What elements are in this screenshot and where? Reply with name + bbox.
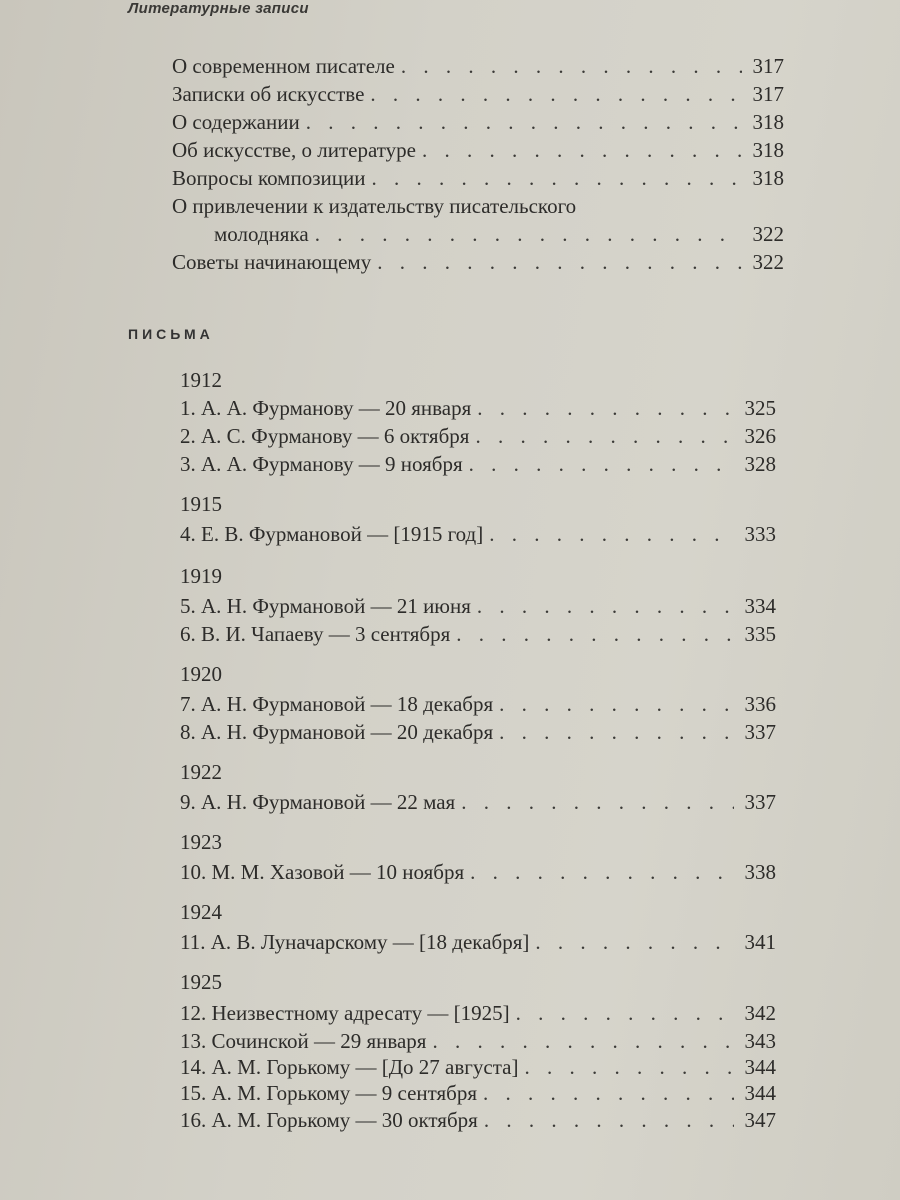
toc-entry-page: 318	[752, 138, 784, 162]
letter-entry	[180, 1110, 776, 1131]
letter-page: 342	[744, 1001, 776, 1025]
year-heading: 1924	[180, 900, 222, 924]
letter-page: 326	[744, 424, 776, 448]
dot-leader	[516, 1003, 734, 1024]
letter-page: 334	[744, 594, 776, 618]
toc-entry-title: Об искусстве, о литературе	[172, 138, 416, 162]
year-heading: 1915	[180, 492, 222, 516]
letter-title: 16. А. М. Горькому — 30 октября	[180, 1108, 478, 1132]
letter-page: 337	[744, 720, 776, 744]
year-heading: 1923	[180, 830, 222, 854]
letter-entry	[180, 596, 776, 617]
dot-leader	[371, 168, 742, 189]
dot-leader	[499, 694, 734, 715]
letter-title: 3. А. А. Фурманову — 9 ноября	[180, 452, 463, 476]
toc-entry	[172, 112, 784, 133]
dot-leader	[401, 56, 742, 77]
year-heading: 1912	[180, 368, 222, 392]
letter-entry	[180, 1031, 776, 1052]
toc-entry-title: Вопросы композиции	[172, 166, 366, 190]
letter-title: 13. Сочинской — 29 января	[180, 1029, 427, 1053]
year-heading: 1922	[180, 760, 222, 784]
letter-page: 341	[744, 930, 776, 954]
letter-page: 336	[744, 692, 776, 716]
letter-title: 7. А. Н. Фурмановой — 18 декабря	[180, 692, 494, 716]
letter-title: 14. А. М. Горькому — [До 27 августа]	[180, 1055, 519, 1079]
letter-title: 4. Е. В. Фурмановой — [1915 год]	[180, 522, 484, 546]
toc-entry-page: 322	[752, 250, 784, 274]
toc-entry-title-line2: молодняка	[214, 222, 309, 246]
toc-entry-page: 322	[752, 222, 784, 246]
year-heading: 1920	[180, 662, 222, 686]
letter-page: 344	[744, 1055, 776, 1079]
letter-page: 328	[744, 452, 776, 476]
toc-entry-page: 318	[752, 166, 784, 190]
letter-entry	[180, 1003, 776, 1024]
letter-title: 9. А. Н. Фурмановой — 22 мая	[180, 790, 456, 814]
letter-entry	[180, 862, 776, 883]
dot-leader	[469, 454, 734, 475]
dot-leader	[483, 1083, 734, 1104]
letter-entry	[180, 792, 776, 813]
toc-entry	[172, 140, 784, 161]
dot-leader	[422, 140, 742, 161]
toc-entry-title: О современном писателе	[172, 54, 395, 78]
dot-leader	[377, 252, 742, 273]
toc-entry-title: Записки об искусстве	[172, 82, 365, 106]
letter-title: 15. А. М. Горькому — 9 сентября	[180, 1081, 478, 1105]
dot-leader	[470, 862, 734, 883]
letter-page: 333	[744, 522, 776, 546]
letter-entry	[180, 1057, 776, 1078]
toc-entry-page: 317	[752, 82, 784, 106]
letter-entry	[180, 524, 776, 545]
toc-entry-page: 318	[752, 110, 784, 134]
letter-page: 338	[744, 860, 776, 884]
letter-title: 6. В. И. Чапаеву — 3 сентября	[180, 622, 451, 646]
dot-leader	[456, 624, 734, 645]
dot-leader	[461, 792, 734, 813]
letter-title: 2. А. С. Фурманову — 6 октября	[180, 424, 470, 448]
toc-entry-title-line1: О привлечении к издательству писательского	[172, 194, 577, 218]
letter-page: 335	[744, 622, 776, 646]
letter-entry	[180, 398, 776, 419]
letter-title: 11. А. В. Луначарскому — [18 декабря]	[180, 930, 530, 954]
dot-leader	[535, 932, 734, 953]
toc-entry	[172, 84, 784, 105]
dot-leader	[499, 722, 734, 743]
running-header: Литературные записи	[128, 0, 309, 17]
letter-entry	[180, 426, 776, 447]
letter-title: 10. М. М. Хазовой — 10 ноября	[180, 860, 465, 884]
letter-title: 1. А. А. Фурманову — 20 января	[180, 396, 472, 420]
dot-leader	[524, 1057, 734, 1078]
dot-leader	[484, 1110, 734, 1131]
toc-entry-page: 317	[752, 54, 784, 78]
letter-page: 337	[744, 790, 776, 814]
toc-entry	[172, 56, 784, 77]
dot-leader	[432, 1031, 734, 1052]
dot-leader	[315, 224, 742, 245]
year-heading: 1925	[180, 970, 222, 994]
section-title-letters: ПИСЬМА	[128, 326, 214, 342]
letter-entry	[180, 1083, 776, 1104]
letter-title: 12. Неизвестному адресату — [1925]	[180, 1001, 510, 1025]
letter-entry	[180, 932, 776, 953]
toc-entry	[172, 168, 784, 189]
letter-title: 8. А. Н. Фурмановой — 20 декабря	[180, 720, 494, 744]
dot-leader	[475, 426, 734, 447]
letter-page: 344	[744, 1081, 776, 1105]
year-heading: 1919	[180, 564, 222, 588]
letter-page: 343	[744, 1029, 776, 1053]
toc-entry	[172, 252, 784, 273]
dot-leader	[477, 398, 734, 419]
dot-leader	[370, 84, 742, 105]
toc-entry-title: Советы начинающему	[172, 250, 372, 274]
letter-entry	[180, 454, 776, 475]
letter-entry	[180, 694, 776, 715]
dot-leader	[477, 596, 734, 617]
toc-entry	[214, 224, 784, 245]
toc-entry-title: О содержании	[172, 110, 300, 134]
letter-page: 325	[744, 396, 776, 420]
letter-entry	[180, 624, 776, 645]
dot-leader	[306, 112, 742, 133]
letter-entry	[180, 722, 776, 743]
letter-title: 5. А. Н. Фурмановой — 21 июня	[180, 594, 471, 618]
letter-page: 347	[744, 1108, 776, 1132]
dot-leader	[489, 524, 734, 545]
